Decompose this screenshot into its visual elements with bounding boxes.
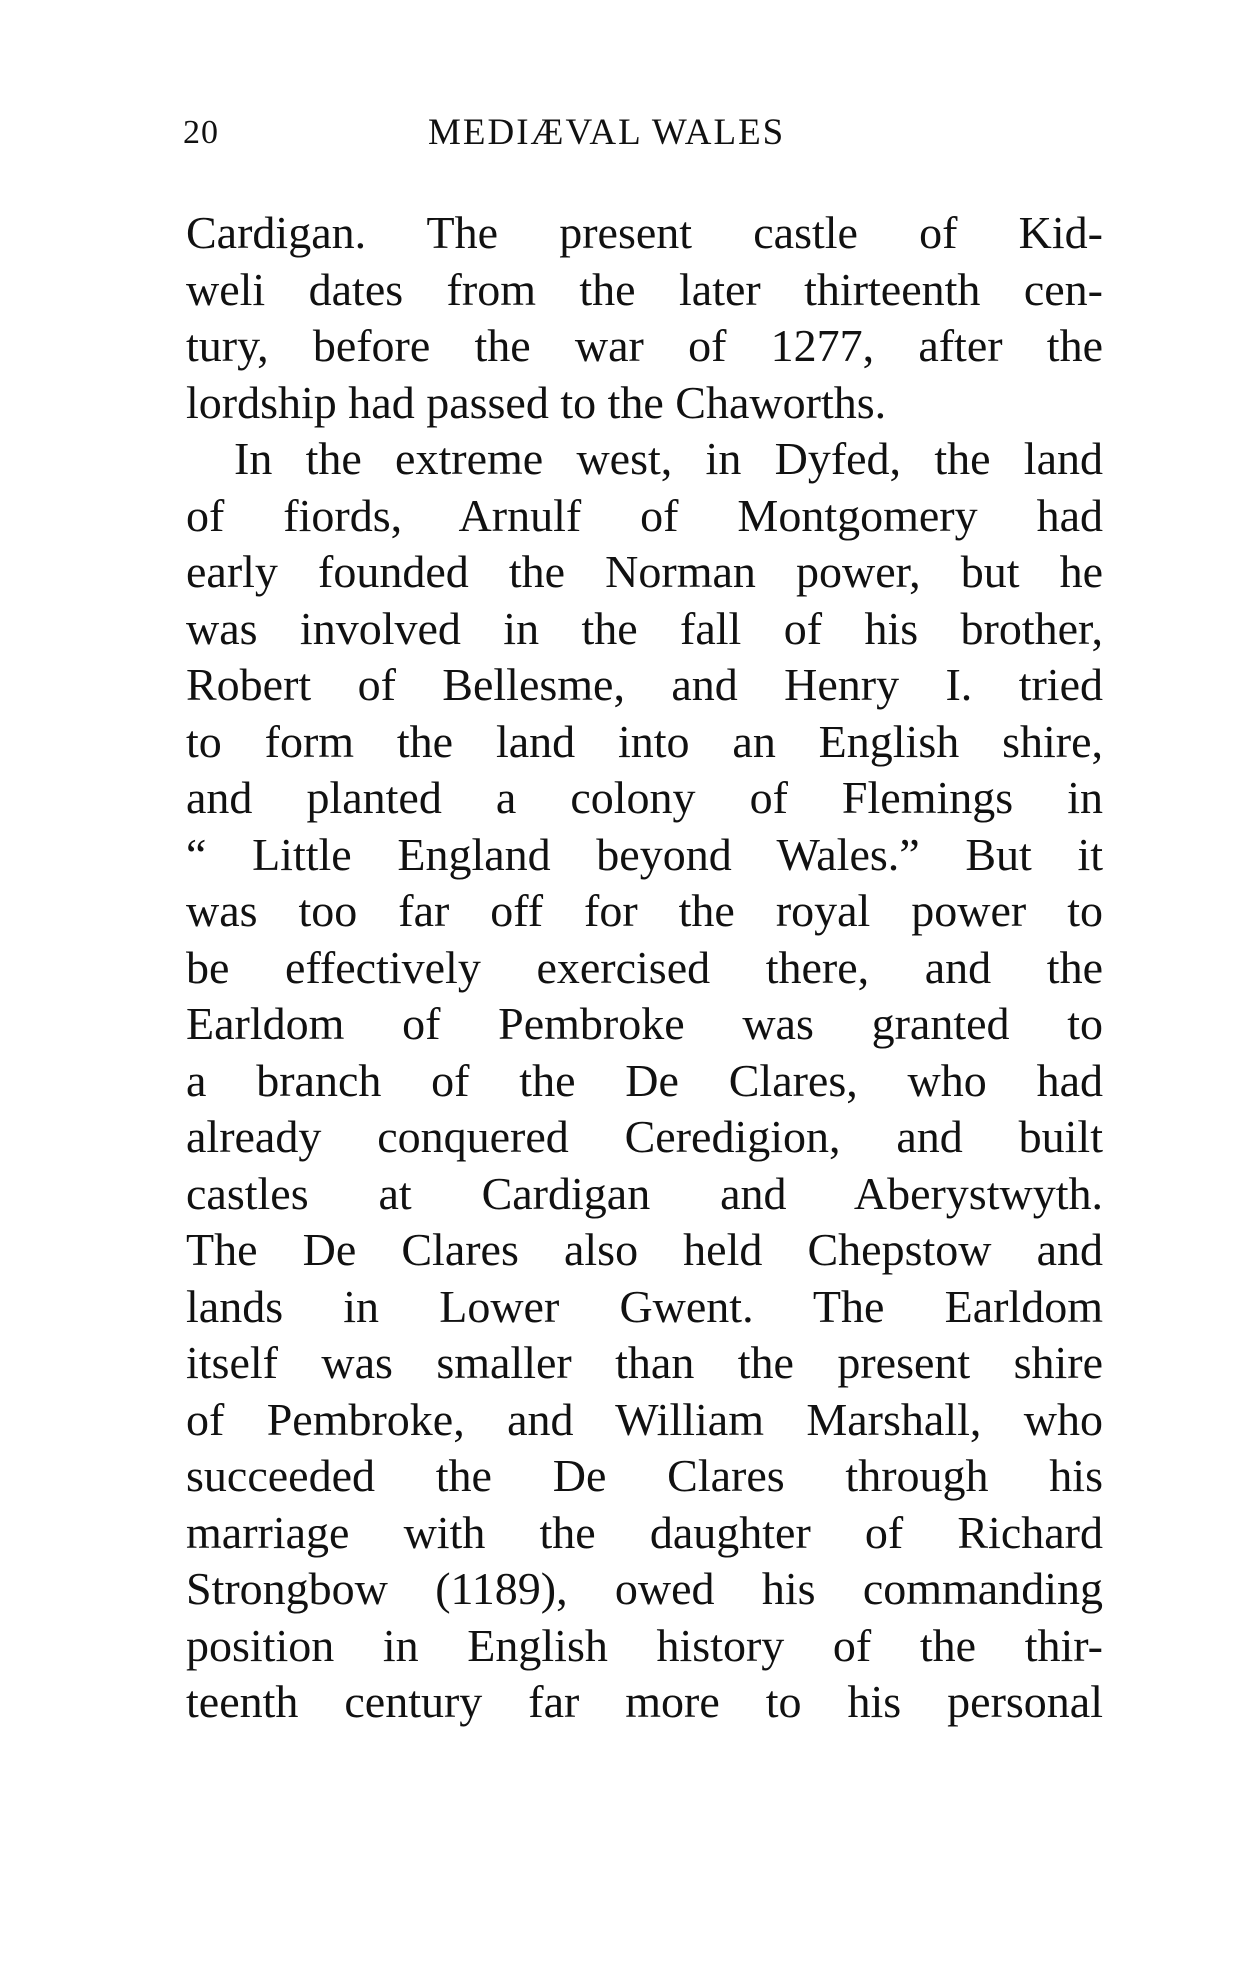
text-line: and planted a colony of Flemings in — [186, 772, 1103, 823]
running-title: MEDIÆVAL WALES — [428, 112, 786, 153]
text-line: tury, before the war of 1277, after the — [186, 320, 1103, 371]
text-line: teenth century far more to his personal — [186, 1676, 1103, 1727]
running-head — [183, 108, 1103, 158]
text-line: Robert of Bellesme, and Henry I. tried — [186, 659, 1103, 710]
text-line: Cardigan. The present castle of Kid- — [186, 207, 1103, 258]
text-line: a branch of the De Clares, who had — [186, 1054, 1103, 1106]
text-line: succeeded the De Clares through his — [186, 1450, 1103, 1501]
text-line: “ Little England beyond Wales.” But it — [186, 828, 1103, 880]
text-line: was involved in the fall of his brother, — [186, 602, 1103, 654]
text-line: already conquered Ceredigion, and built — [186, 1111, 1103, 1162]
text-line: was too far off for the royal power to — [186, 885, 1103, 936]
text-line: weli dates from the later thirteenth cen- — [186, 263, 1103, 315]
text-line: castles at Cardigan and Aberystwyth. — [186, 1167, 1103, 1219]
body-text — [186, 205, 1103, 1731]
text-line: of fiords, Arnulf of Montgomery had — [186, 489, 1103, 541]
text-line: Earldom of Pembroke was granted to — [186, 998, 1103, 1049]
text-line: Strongbow (1189), owed his commanding — [186, 1563, 1103, 1614]
text-line: lordship had passed to the Chaworths. — [186, 376, 887, 428]
text-line: In the extreme west, in Dyfed, the land — [234, 433, 1103, 484]
text-line: lands in Lower Gwent. The Earldom — [186, 1280, 1103, 1332]
text-line: to form the land into an English shire, — [186, 715, 1103, 767]
text-line: early founded the Norman power, but he — [186, 546, 1103, 597]
text-line: itself was smaller than the present shire — [186, 1337, 1103, 1388]
text-line: The De Clares also held Chepstow and — [186, 1224, 1103, 1275]
text-line: be effectively exercised there, and the — [186, 941, 1103, 993]
text-line: marriage with the daughter of Richard — [186, 1506, 1103, 1558]
page-number: 20 — [183, 114, 219, 151]
text-line: position in English history of the thir- — [186, 1619, 1103, 1671]
text-line: of Pembroke, and William Marshall, who — [186, 1393, 1103, 1445]
